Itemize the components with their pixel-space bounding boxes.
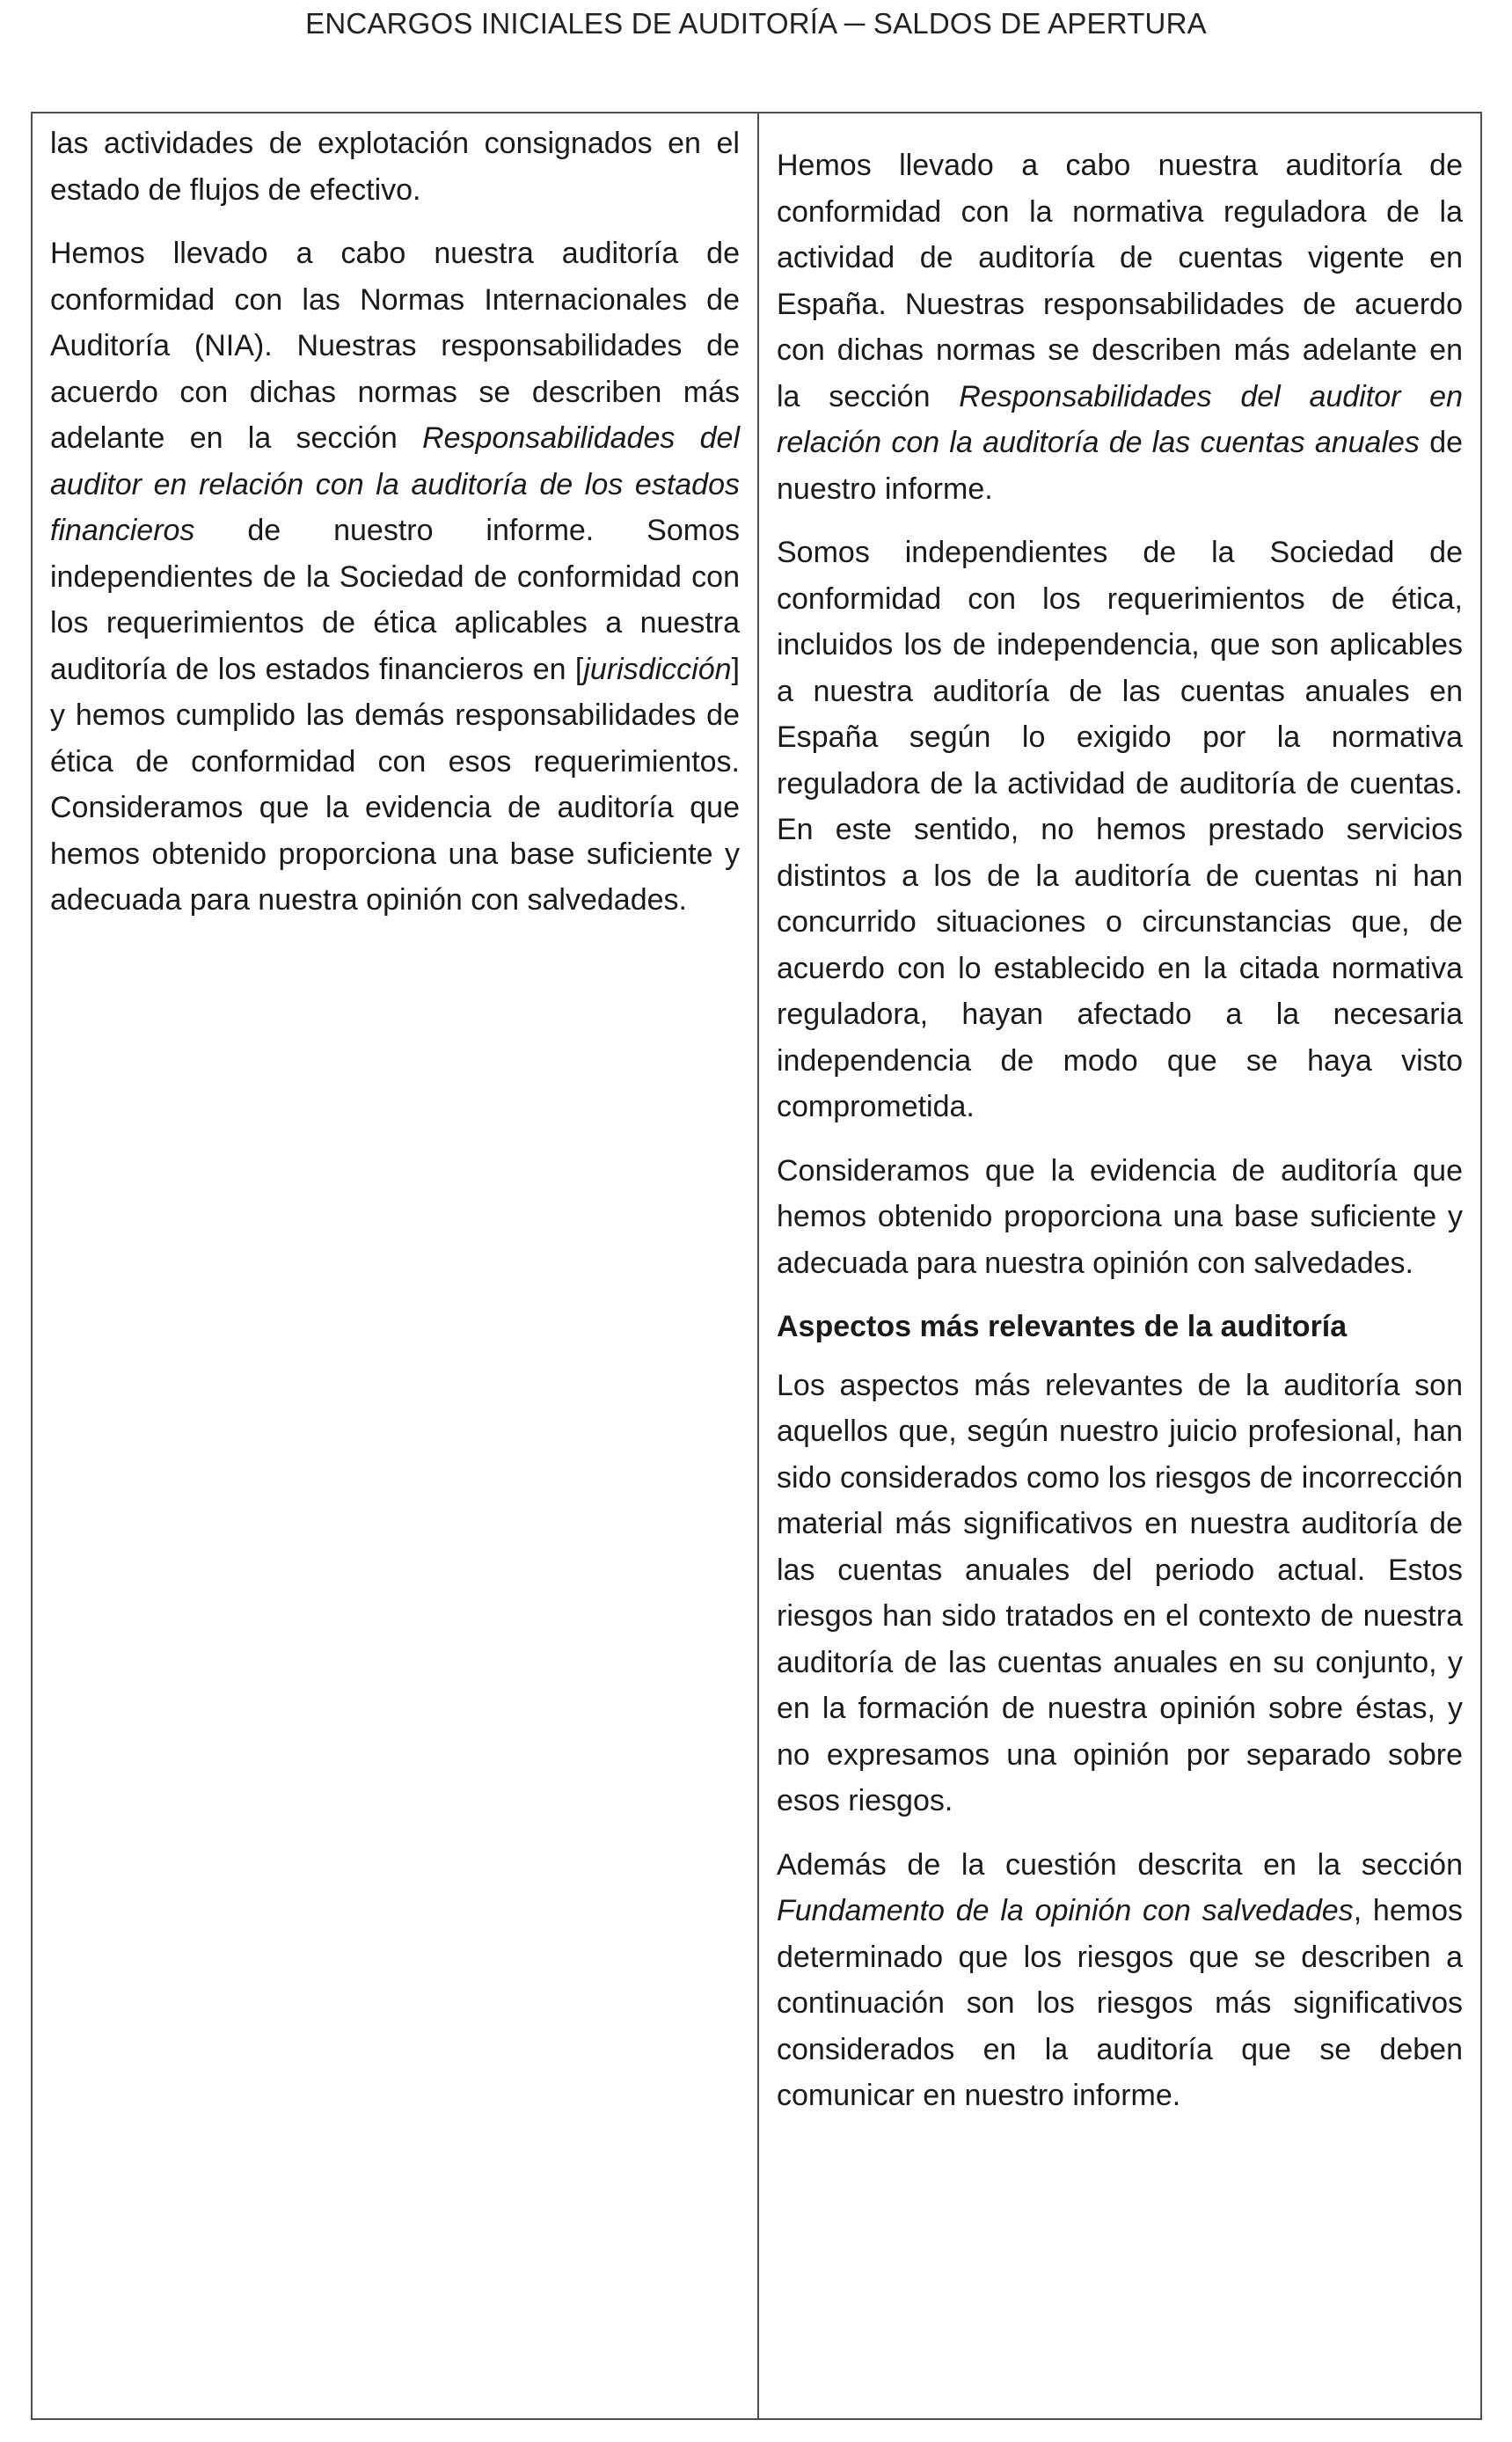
right-paragraph-3: Consideramos que la evidencia de auditoría que hemos obtenido proporciona una base suficiente y adecuada para nuestra opinión con salvedades. xyxy=(777,1153,1463,1280)
left-p2-italic-jurisdiction: jurisdicción xyxy=(583,652,732,686)
right-paragraph-5 xyxy=(777,1842,1463,2119)
right-p5-text-a: Además de la cuestión descrita en la sección xyxy=(777,1847,1463,1882)
right-p1-text-c: de nuestro informe. xyxy=(777,426,1464,506)
left-p2-italic-section-title: Responsabilidades del auditor en relación con la auditoría de los estados financieros xyxy=(50,421,740,547)
left-p2-text-c: de nuestro informe. Somos independientes de la Sociedad de conformidad con los requerimientos de ética aplicables a nuestra auditoría de los estados financieros en [ xyxy=(50,514,740,686)
right-paragraph-2: Somos independientes de la Sociedad de conformidad con los requerimientos de ética, incluidos los de independencia, que son aplicables a nuestra auditoría de las cuentas anuales en España según lo exigido por la normativa reguladora de la actividad de auditoría de cuentas. En este sentido, no hemos prestado servicios distintos a los de la auditoría de cuentas ni han concurrido situaciones o circunstancias que, de acuerdo con lo establecido en la citada normativa reguladora, hayan afectado a la necesaria independencia de modo que se haya visto comprometida. xyxy=(777,536,1463,1123)
left-p2-text-a: Hemos llevado a cabo nuestra auditoría de conformidad con las Normas Internacionales de Auditoría (NIA). Nuestras responsabilidades de acuerdo con dichas normas se describen más adelante en la sección xyxy=(50,237,740,455)
left-p2-text-e: ] y hemos cumplido las demás responsabilidades de ética de conformidad con esos requerimientos. Consideramos que la evidencia de auditoría que hemos obtenido proporciona una base suficiente y adecuada para nuestra opinión con salvedades. xyxy=(50,652,740,917)
left-paragraph-2 xyxy=(50,230,740,924)
right-paragraph-1 xyxy=(777,143,1463,512)
page-header-title: ENCARGOS INICIALES DE AUDITORÍA ─ SALDOS DE APERTURA xyxy=(305,7,1207,40)
right-p1-italic-section-title: Responsabilidades del auditor en relación con la auditoría de las cuentas anuales xyxy=(777,379,1463,459)
left-column xyxy=(33,113,759,2418)
left-paragraph-1: las actividades de explotación consignados en el estado de flujos de efectivo. xyxy=(50,127,740,207)
right-paragraph-4: Los aspectos más relevantes de la auditoría son aquellos que, según nuestro juicio profesional, han sido considerados como los riesgos de incorrección material más significativos en nuestra auditoría de las cuentas anuales del periodo actual. Estos riesgos han sido tratados en el contexto de nuestra auditoría de las cuentas anuales en su conjunto, y en la formación de nuestra opinión sobre éstas, y no expresamos una opinión por separado sobre esos riesgos. xyxy=(777,1368,1463,1817)
right-column xyxy=(759,113,1480,2418)
right-p5-italic-section-title: Fundamento de la opinión con salvedades xyxy=(777,1894,1354,1927)
comparison-table xyxy=(31,112,1482,2420)
section-heading: Aspectos más relevantes de la auditoría xyxy=(777,1310,1348,1343)
right-p1-text-a: Hemos llevado a cabo nuestra auditoría de conformidad con la normativa reguladora de la actividad de auditoría de cuentas vigente en España. Nuestras responsabilidades de acuerdo con dichas normas se describen más adelante en la sección xyxy=(777,149,1463,413)
right-p5-text-c: , hemos determinado que los riesgos que se describen a continuación son los riesgos más significativos considerados en la auditoría que se deben comunicar en nuestro informe. xyxy=(777,1894,1463,2112)
